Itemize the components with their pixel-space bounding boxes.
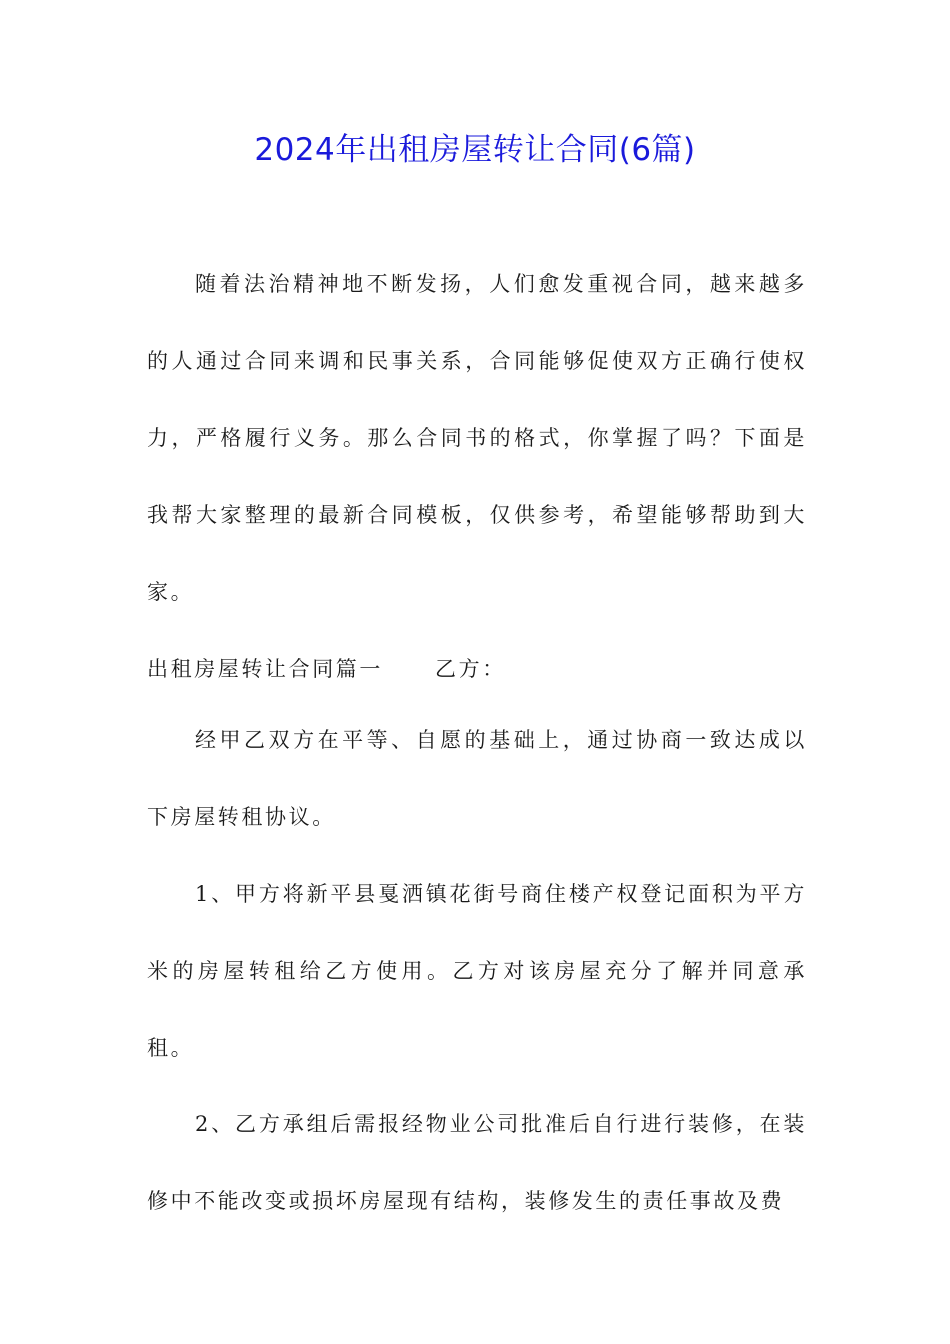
intro-paragraph: 随着法治精神地不断发扬，人们愈发重视合同，越来越多的人通过合同来调和民事关系，合同能够促使双方正确行使权力，严格履行义务。那么合同书的格式，你掌握了吗？下面是我帮大家整理的最新合同模板，仅供参考，希望能够帮助到大家。: [147, 272, 807, 604]
section-heading-line: [147, 631, 807, 708]
document-title: 2024年出租房屋转让合同(6篇): [254, 132, 696, 168]
contract-paragraph-clause-1: 1、甲方将新平县戛洒镇花街号商住楼产权登记面积为平方米的房屋转租给乙方使用。乙方对该房屋充分了解并同意承租。: [147, 882, 807, 1060]
contract-paragraph-agreement: 经甲乙双方在平等、自愿的基础上，通过协商一致达成以下房屋转租协议。: [147, 728, 807, 829]
party-b-label: 乙方：: [435, 657, 506, 681]
contract-paragraph-clause-2: 2、乙方承组后需报经物业公司批准后自行进行装修，在装修中不能改变或损坏房屋现有结构，装修发生的责任事故及费: [147, 1112, 807, 1213]
section-title: 出租房屋转让合同篇一: [147, 657, 383, 681]
